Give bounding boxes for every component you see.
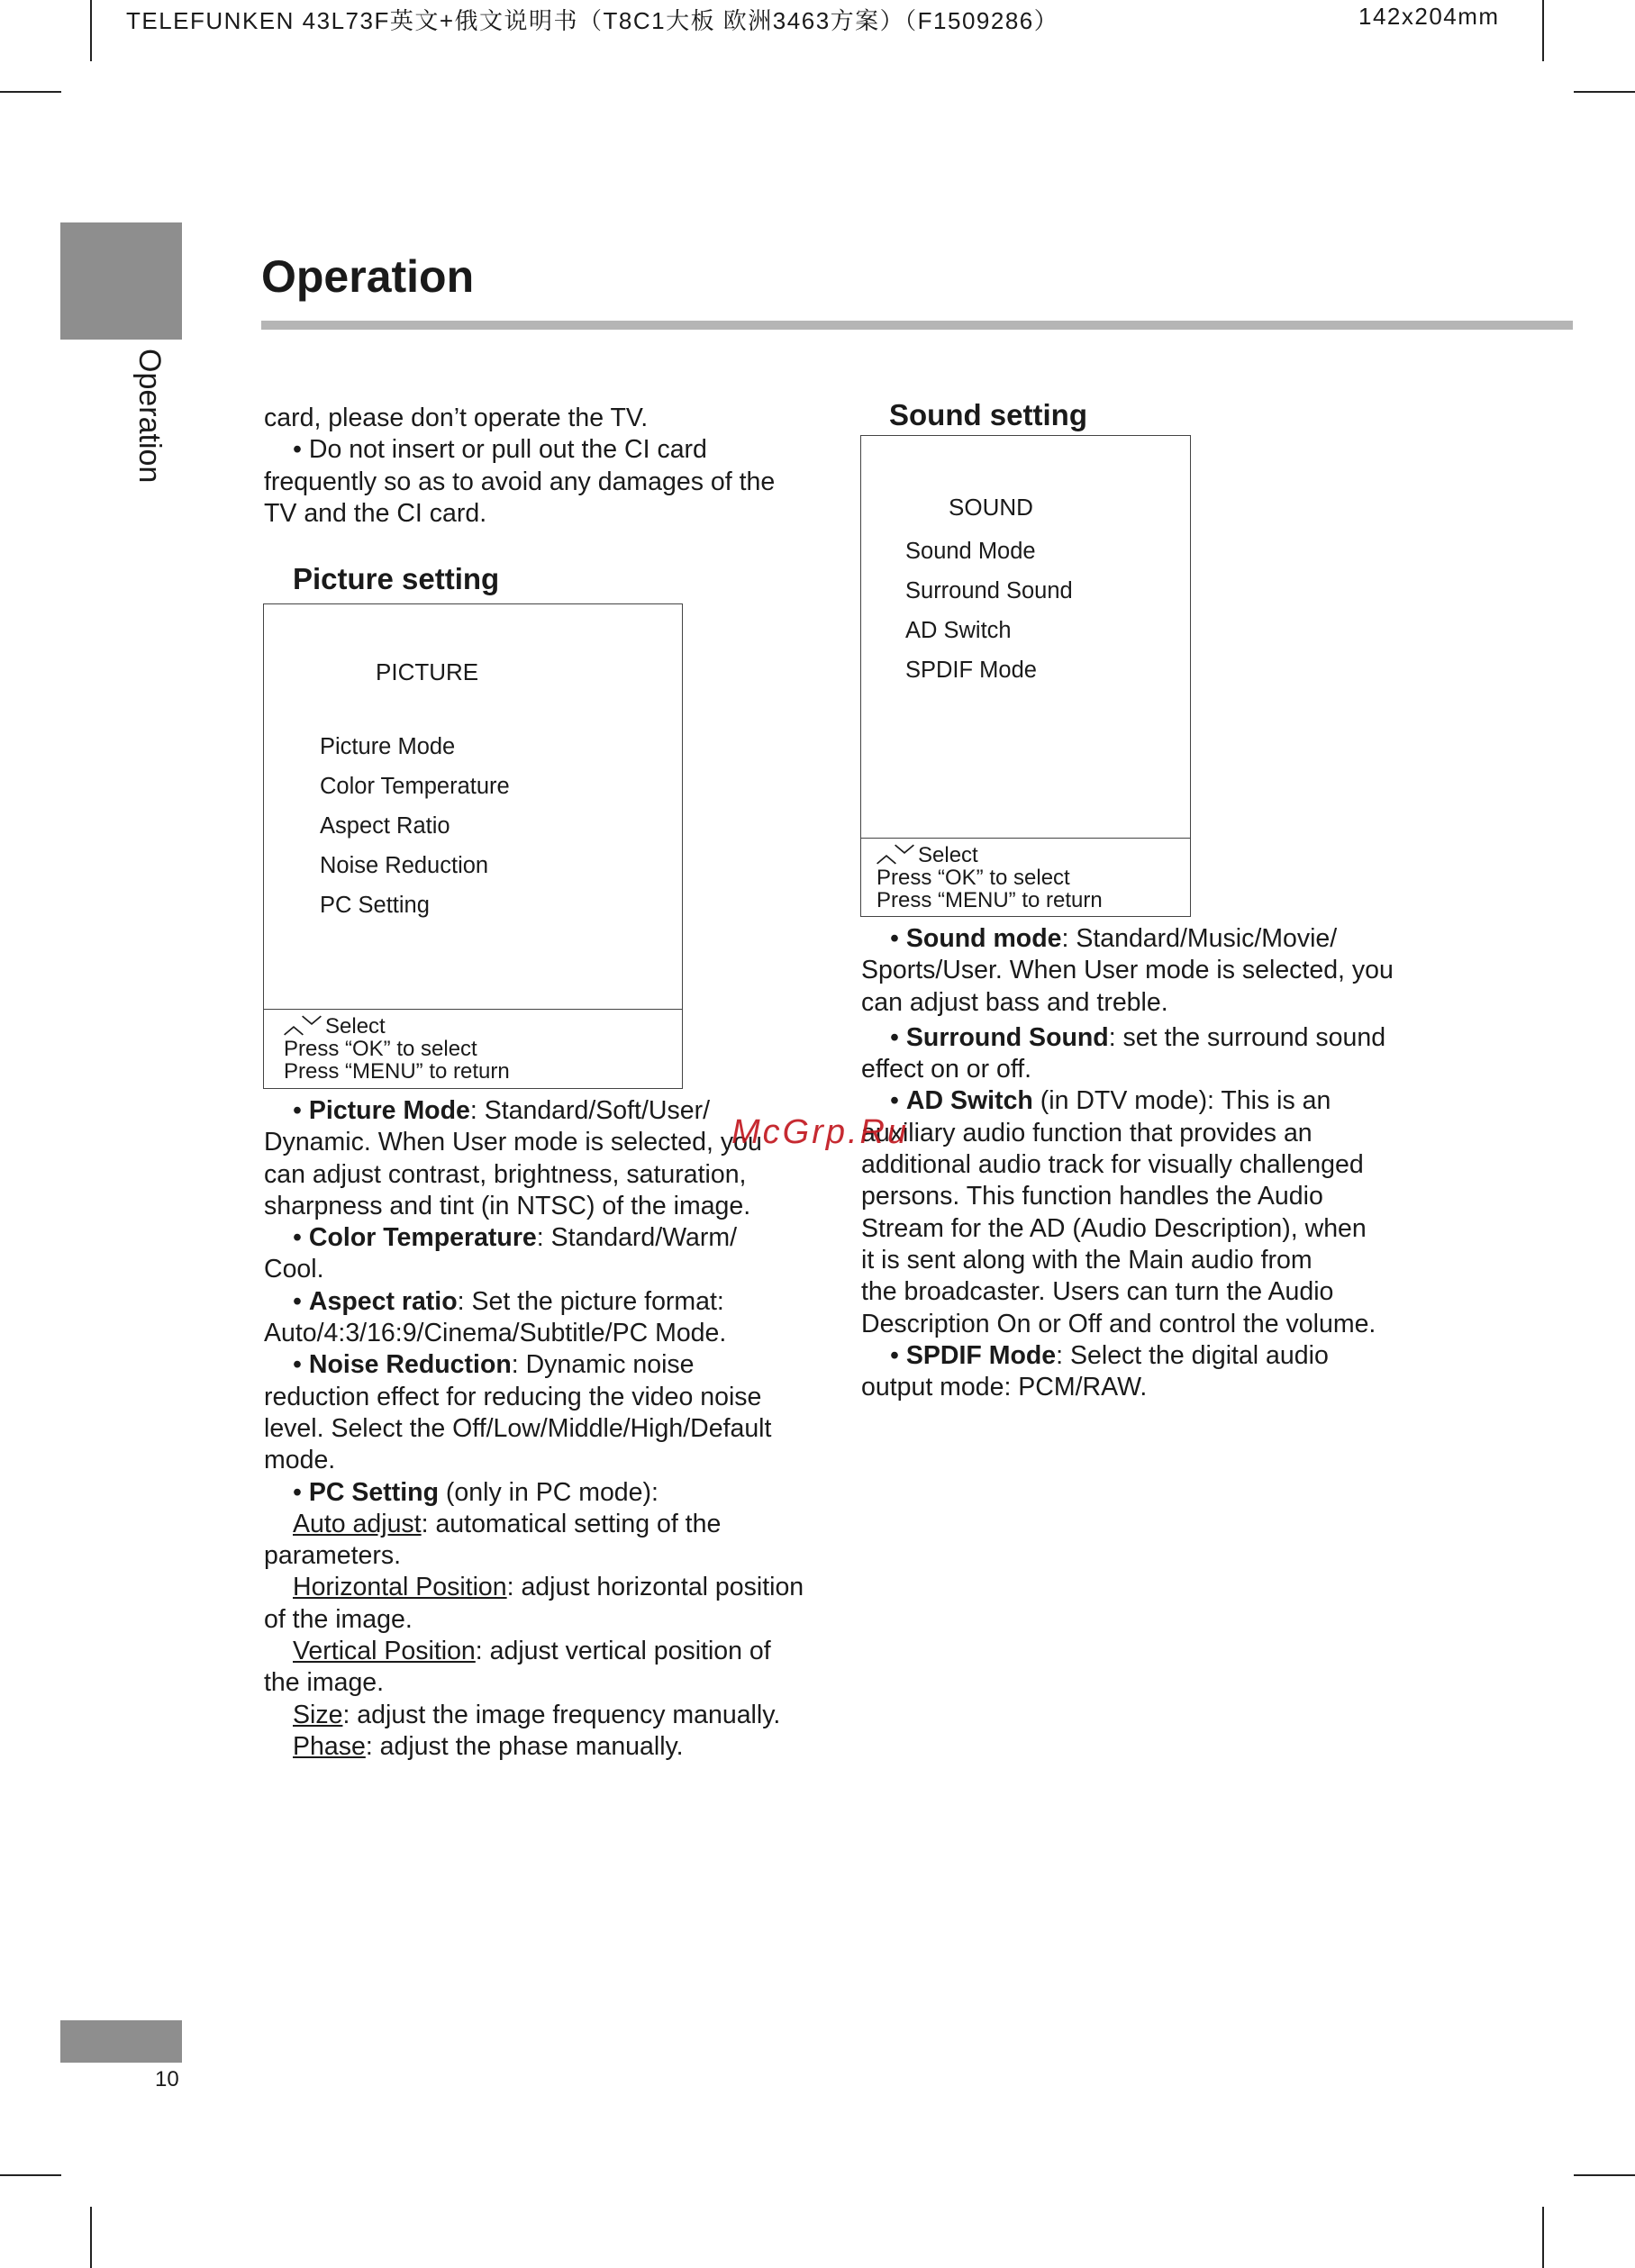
term-surround-sound: Surround Sound (905, 1022, 1109, 1052)
up-down-arrows-icon: ︿﹀ (284, 1015, 321, 1038)
print-header-title: TELEFUNKEN 43L73F英文+俄文说明书（T8C1大板 欧洲3463方案）（F1509286） (126, 7, 1059, 34)
picture-menu-footer (264, 1009, 682, 1083)
intro-line: TV and the CI card. (264, 498, 487, 528)
menu-item-spdif-mode: SPDIF Mode (905, 658, 1037, 683)
crop-mark (1574, 2174, 1635, 2176)
page-title: Operation (261, 251, 475, 302)
page-tab-block (60, 2020, 182, 2063)
term-aspect-ratio: Aspect ratio (308, 1286, 458, 1316)
intro-text (264, 403, 840, 530)
footer-menu-label: Press “MENU” to return (877, 888, 1103, 912)
picture-descriptions: • Picture Mode: Standard/Soft/User/ Dynamic. When User mode is selected, you can adjust contrast, brightness, saturation, sharpness and tint (in NTSC) of the image. • Color Temperature: Standard/Warm/ Cool. • Aspect ratio: Set the picture format: Auto/4:3/16:9/Cinema/Subtitle/PC Mode. • Noise Reduction: Dynamic noise reduction effect for reducing the video noise level. Select the Off/Low/Middle/High/Default mode. • PC Setting (only in PC mode): Auto adjust: automatical setting of the parameters. Horizontal Position: adjust horizontal position of the image. Vertical Position: adjust vertical position of the image. Size: adjust the image frequency manually. Phase: adjust the phase manually. (264, 1095, 840, 1763)
crop-mark (1574, 91, 1635, 93)
footer-ok-label: Press “OK” to select (877, 866, 1070, 890)
crop-mark (90, 0, 92, 61)
crop-mark (1542, 0, 1544, 61)
sound-menu-diagram (860, 435, 1191, 917)
footer-select-label: Select (325, 1014, 386, 1039)
crop-mark (90, 2207, 92, 2268)
term-vertical-position: Vertical Position (293, 1637, 476, 1666)
page-number: 10 (155, 2067, 179, 2091)
picture-setting-heading: Picture setting (293, 562, 500, 595)
intro-line: • Do not insert or pull out the CI card (264, 434, 840, 466)
term-sound-mode: Sound mode (905, 924, 1062, 953)
term-ad-switch: AD Switch (905, 1086, 1033, 1116)
term-picture-mode: Picture Mode (308, 1096, 470, 1125)
crop-mark (1542, 2207, 1544, 2268)
footer-menu-label: Press “MENU” to return (284, 1059, 510, 1084)
term-pc-setting: PC Setting (308, 1477, 439, 1507)
menu-item-ad-switch: AD Switch (905, 618, 1012, 643)
picture-menu-title: PICTURE (376, 658, 479, 685)
picture-menu-diagram (263, 603, 683, 1089)
print-header-size: 142x204mm (1358, 3, 1500, 30)
intro-line: card, please don’t operate the TV. (264, 404, 649, 432)
footer-select-label: Select (918, 843, 978, 867)
crop-mark (0, 2174, 61, 2176)
term-size: Size (293, 1700, 343, 1729)
menu-item-picture-mode: Picture Mode (320, 734, 456, 759)
term-horizontal-position: Horizontal Position (293, 1573, 507, 1602)
watermark: McGrp.Ru (731, 1113, 910, 1151)
term-color-temperature: Color Temperature (308, 1223, 537, 1253)
term-spdif-mode: SPDIF Mode (905, 1340, 1057, 1370)
menu-item-aspect-ratio: Aspect Ratio (320, 813, 450, 839)
side-section-label: Operation (132, 349, 167, 484)
footer-ok-label: Press “OK” to select (284, 1037, 477, 1061)
side-tab-block (60, 222, 182, 340)
intro-line: frequently so as to avoid any damages of the (264, 467, 776, 496)
menu-item-surround-sound: Surround Sound (905, 578, 1073, 603)
sound-descriptions: • Sound mode: Standard/Music/Movie/ Sports/User. When User mode is selected, you can adjust bass and treble. • Surround Sound: set the surround sound effect on or off. • AD Switch (in DTV mode): This is an auxiliary audio function that provides an additional audio track for visually challenged persons. This function handles the Audio Stream for the AD (Audio Description), when it is sent along with the Main audio from the broadcaster. Users can turn the Audio Description On or Off and control the volume. • SPDIF Mode: Select the digital audio output mode: PCM/RAW. (861, 923, 1474, 1403)
sound-menu-footer (861, 838, 1190, 912)
menu-item-noise-reduction: Noise Reduction (320, 853, 489, 878)
term-phase: Phase (293, 1731, 366, 1761)
term-auto-adjust: Auto adjust (293, 1509, 422, 1538)
menu-item-sound-mode: Sound Mode (905, 539, 1036, 564)
up-down-arrows-icon: ︿﹀ (877, 844, 913, 866)
term-noise-reduction: Noise Reduction (308, 1350, 512, 1380)
menu-item-color-temperature: Color Temperature (320, 774, 510, 799)
title-rule (261, 321, 1573, 330)
menu-item-pc-setting: PC Setting (320, 893, 430, 918)
sound-menu-title: SOUND (949, 494, 1033, 521)
crop-mark (0, 91, 61, 93)
sound-setting-heading: Sound setting (889, 398, 1087, 431)
